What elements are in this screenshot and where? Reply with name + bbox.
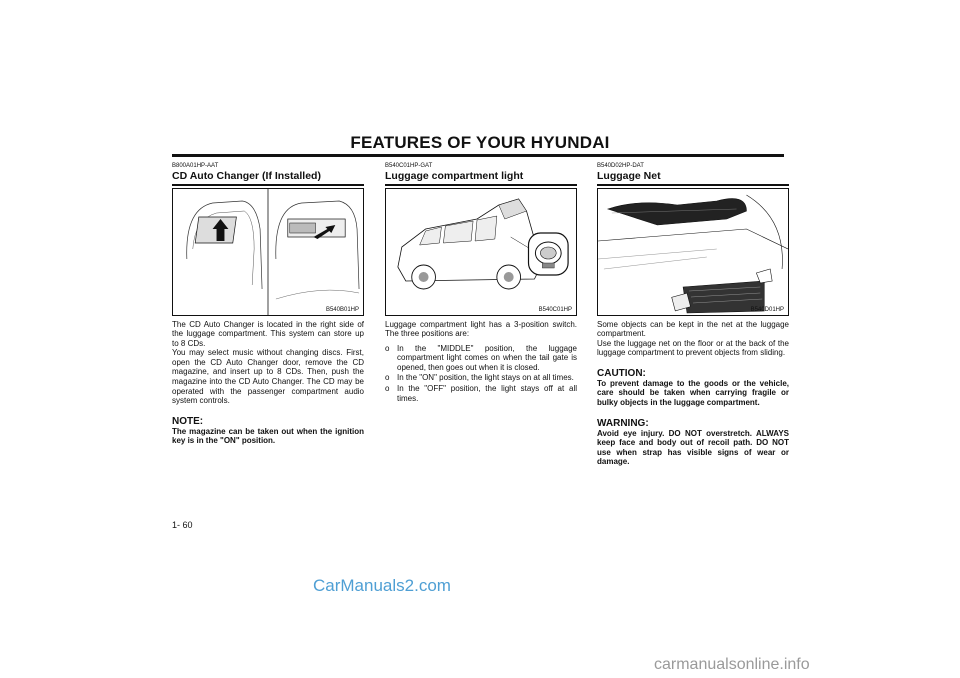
warning-text: Avoid eye injury. DO NOT overstretch. ALWAYS keep face and body out of recoil path. DO NOT use when strap has visible signs of wear or damage. [597, 428, 789, 467]
intro-paragraph: Luggage compartment light has a 3-position switch. The three positions are: [385, 319, 577, 339]
figure-label: B540C01HP [538, 306, 572, 313]
section-code: B540D02HP-DAT [597, 163, 644, 169]
luggage-light-illustration [385, 188, 577, 316]
cd-changer-drawing [173, 189, 363, 315]
title-rule [597, 184, 789, 186]
note-text: The magazine can be taken out when the ignition key is in the "ON" position. [172, 426, 364, 446]
section-cd-auto-changer [172, 163, 364, 446]
caution-text: To prevent damage to the goods or the vehicle, care should be taken when carrying fragile or bulky objects in the luggage compartment. [597, 378, 789, 408]
warning-heading: WARNING: [597, 417, 649, 429]
caution-heading: CAUTION: [597, 367, 646, 379]
vehicle-drawing [386, 189, 576, 315]
header-rule [172, 154, 784, 157]
cd-changer-illustration [172, 188, 364, 316]
section-luggage-net [597, 163, 789, 467]
list-item [385, 344, 577, 373]
watermark-primary: CarManuals2.com [313, 576, 451, 595]
paragraph: You may select music without changing discs. First, open the CD Auto Changer door, remove the CD magazine, and insert up to 8 CDs. Then, push the magazine into the CD Auto Changer. The CD may be operated with the passenger compartment audio system controls. [172, 348, 364, 406]
list-item-text: In the "OFF" position, the light stays off at all times. [397, 384, 577, 403]
paragraph: Use the luggage net on the floor or at the back of the luggage compartment to prevent objects from sliding. [597, 338, 789, 358]
section-title: CD Auto Changer (If Installed) [172, 170, 321, 182]
section-luggage-light [385, 163, 577, 404]
list-item [385, 384, 577, 403]
bullet-mark: o [385, 384, 390, 394]
section-title: Luggage compartment light [385, 170, 524, 182]
paragraph: Some objects can be kept in the net at the luggage compartment. [597, 319, 789, 339]
bullet-mark: o [385, 373, 390, 383]
watermark-secondary: carmanualsonline.info [654, 656, 810, 673]
list-item-text: In the "ON" position, the light stays on at all times. [397, 373, 574, 383]
luggage-net-illustration [597, 188, 789, 316]
title-rule [385, 184, 577, 186]
figure-label: B540D01HP [750, 306, 784, 313]
title-rule [172, 184, 364, 186]
list-item-text: In the "MIDDLE" position, the luggage compartment light comes on when the tail gate is opened, then goes out when it is closed. [397, 343, 577, 372]
page-header-title: FEATURES OF YOUR HYUNDAI [350, 133, 610, 152]
bullet-mark: o [385, 343, 390, 353]
luggage-net-drawing [598, 189, 788, 315]
note-heading: NOTE: [172, 415, 204, 427]
page-number: 1- 60 [172, 520, 193, 530]
switch-positions-list [385, 344, 577, 404]
section-code: B800A01HP-AAT [172, 163, 219, 169]
section-title: Luggage Net [597, 170, 661, 182]
section-code: B540C01HP-GAT [385, 163, 433, 169]
list-item [385, 373, 577, 383]
figure-label: B540B01HP [325, 306, 359, 313]
paragraph: The CD Auto Changer is located in the right side of the luggage compartment. This system can store up to 8 CDs. [172, 319, 364, 348]
